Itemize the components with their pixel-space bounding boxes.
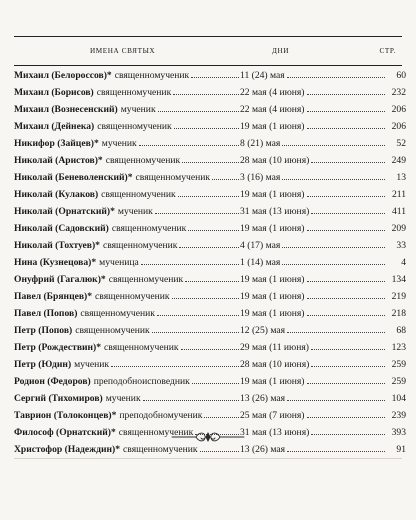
commemoration-days: 19 мая (1 июня) [240, 376, 305, 387]
commemoration-days: 19 мая (1 июня) [240, 308, 305, 319]
leader-dots [192, 383, 239, 384]
leader-dots [143, 400, 239, 401]
saint-rank: мученица [99, 257, 139, 268]
saint-rank: мученик [74, 359, 110, 370]
leader-dots [185, 281, 239, 282]
page-number: 209 [391, 223, 406, 234]
saint-name: Николай (Аристов)* [14, 155, 103, 166]
days-cell [240, 342, 386, 353]
saint-name: Николай (Беневоленский)* [14, 172, 133, 183]
faint-divider-line [14, 458, 402, 459]
name-cell [14, 325, 240, 336]
table-header [14, 36, 402, 66]
name-cell [14, 444, 240, 455]
leader-dots [311, 434, 385, 435]
commemoration-days: 19 мая (1 июня) [240, 274, 305, 285]
leader-dots [311, 349, 385, 350]
header-days: ДНИ [272, 47, 290, 55]
index-row [14, 257, 406, 274]
leader-dots [311, 213, 385, 214]
leader-dots [311, 162, 385, 163]
page-number: 91 [396, 444, 406, 455]
saint-name: Николай (Кулаков) [14, 189, 99, 200]
name-cell [14, 359, 240, 370]
saint-rank: священномученик [135, 172, 211, 183]
days-cell [240, 291, 386, 302]
name-cell [14, 223, 240, 234]
name-cell [14, 121, 240, 132]
leader-dots [307, 196, 385, 197]
days-cell [240, 104, 386, 115]
days-cell [240, 87, 386, 98]
commemoration-days: 1 (14) мая [240, 257, 281, 268]
page-number: 60 [396, 70, 406, 81]
page-number: 219 [391, 291, 406, 302]
page-number: 211 [391, 189, 406, 200]
saint-name: Николай (Орнатский)* [14, 206, 115, 217]
page-number: 239 [391, 410, 406, 421]
days-cell [240, 155, 386, 166]
leader-dots [307, 128, 385, 129]
saint-name: Философ (Орнатский)* [14, 427, 116, 438]
saint-name: Михаил (Дейнека) [14, 121, 95, 132]
index-row [14, 274, 406, 291]
name-cell [14, 342, 240, 353]
commemoration-days: 31 мая (13 июня) [240, 206, 310, 217]
page-number: 104 [391, 393, 406, 404]
name-cell [14, 274, 240, 285]
index-row [14, 121, 406, 138]
page-number: 393 [391, 427, 406, 438]
leader-dots [307, 111, 385, 112]
leader-dots [141, 264, 239, 265]
days-cell [240, 257, 386, 268]
saint-rank: священномученик [114, 70, 190, 81]
saint-rank: священномученик [108, 274, 184, 285]
saint-name: Николай (Садовский) [14, 223, 109, 234]
days-cell [240, 172, 386, 183]
saint-rank: мученик [120, 104, 156, 115]
leader-dots [181, 349, 239, 350]
page-number: 218 [391, 308, 406, 319]
leader-dots [191, 77, 239, 78]
commemoration-days: 19 мая (1 июня) [240, 223, 305, 234]
saint-name: Михаил (Белороссов)* [14, 70, 112, 81]
saint-name: Петр (Юдин) [14, 359, 72, 370]
leader-dots [287, 77, 385, 78]
commemoration-days: 25 мая (7 июня) [240, 410, 305, 421]
commemoration-days: 8 (21) мая [240, 138, 281, 149]
index-row [14, 325, 406, 342]
leader-dots [282, 264, 385, 265]
days-cell [240, 393, 386, 404]
name-cell [14, 240, 240, 251]
index-row [14, 206, 406, 223]
leader-dots [182, 162, 239, 163]
scroll-flourish-ornament-icon [170, 430, 246, 444]
index-row [14, 376, 406, 393]
leader-dots [200, 451, 239, 452]
page-number: 123 [391, 342, 406, 353]
name-cell [14, 393, 240, 404]
saint-name: Петр (Рождествин)* [14, 342, 102, 353]
leader-dots [307, 230, 385, 231]
saint-name: Михаил (Вознесенский) [14, 104, 118, 115]
saint-rank: священномученик [101, 189, 176, 200]
days-cell [240, 359, 386, 370]
leader-dots [307, 298, 385, 299]
days-cell [240, 70, 386, 81]
leader-dots [307, 94, 385, 95]
index-row [14, 70, 406, 87]
commemoration-days: 28 мая (10 июня) [240, 359, 310, 370]
page-number: 259 [391, 376, 406, 387]
saint-name: Михаил (Борисов) [14, 87, 94, 98]
name-cell [14, 291, 240, 302]
name-cell [14, 308, 240, 319]
leader-dots [111, 366, 239, 367]
name-cell [14, 138, 240, 149]
page-number: 33 [396, 240, 406, 251]
name-cell [14, 410, 240, 421]
leader-dots [157, 315, 239, 316]
leader-dots [287, 400, 385, 401]
leader-dots [178, 196, 239, 197]
commemoration-days: 22 мая (4 июня) [240, 87, 305, 98]
page-number: 134 [391, 274, 406, 285]
commemoration-days: 12 (25) мая [240, 325, 286, 336]
header-page: СТР. [379, 47, 396, 55]
days-cell [240, 444, 386, 455]
index-row [14, 291, 406, 308]
days-cell [240, 274, 386, 285]
index-row [14, 104, 406, 121]
header-names-of-saints: ИМЕНА СВЯТЫХ [90, 47, 156, 55]
index-row [14, 138, 406, 155]
commemoration-days: 29 мая (11 июня) [240, 342, 309, 353]
commemoration-days: 31 мая (13 июня) [240, 427, 310, 438]
page-number: 411 [391, 206, 406, 217]
saint-rank: мученик [117, 206, 153, 217]
leader-dots [311, 366, 385, 367]
page-number: 249 [391, 155, 406, 166]
leader-dots [173, 94, 239, 95]
saint-rank: священномученик [95, 291, 170, 302]
name-cell [14, 70, 240, 81]
leader-dots [307, 281, 385, 282]
days-cell [240, 410, 386, 421]
index-row [14, 410, 406, 427]
leader-dots [307, 383, 385, 384]
saint-rank: священномученик [123, 444, 198, 455]
saint-rank: священномученик [104, 342, 179, 353]
index-row [14, 359, 406, 376]
name-cell [14, 376, 240, 387]
days-cell [240, 121, 386, 132]
name-cell [14, 87, 240, 98]
leader-dots [307, 417, 385, 418]
name-cell [14, 104, 240, 115]
page-number: 232 [391, 87, 406, 98]
leader-dots [307, 315, 385, 316]
saint-name: Павел (Попов) [14, 308, 78, 319]
commemoration-days: 19 мая (1 июня) [240, 121, 305, 132]
saint-name: Николай (Тохтуев)* [14, 240, 100, 251]
leader-dots [152, 332, 239, 333]
days-cell [240, 189, 386, 200]
saint-name: Таврион (Толоконцев)* [14, 410, 117, 421]
leader-dots [155, 213, 239, 214]
saint-rank: священномученик [97, 121, 172, 132]
days-cell [240, 308, 386, 319]
name-cell [14, 257, 240, 268]
saint-rank: мученик [105, 393, 141, 404]
leader-dots [282, 145, 385, 146]
commemoration-days: 13 (26) мая [240, 444, 286, 455]
name-cell [14, 189, 240, 200]
days-cell [240, 325, 386, 336]
commemoration-days: 13 (26) мая [240, 393, 286, 404]
saint-name: Онуфрий (Гагалюк)* [14, 274, 106, 285]
leader-dots [282, 247, 385, 248]
commemoration-days: 22 мая (4 июня) [240, 104, 305, 115]
page-number: 206 [391, 104, 406, 115]
leader-dots [174, 128, 239, 129]
leader-dots [139, 145, 239, 146]
index-row [14, 172, 406, 189]
commemoration-days: 28 мая (10 июня) [240, 155, 310, 166]
name-cell [14, 172, 240, 183]
saint-name: Нина (Кузнецова)* [14, 257, 97, 268]
index-row [14, 87, 406, 104]
saint-name: Сергий (Тихомиров) [14, 393, 103, 404]
days-cell [240, 240, 386, 251]
page-number: 13 [396, 172, 406, 183]
saint-rank: священномученик [111, 223, 187, 234]
commemoration-days: 3 (16) мая [240, 172, 281, 183]
saint-rank: священномученик [96, 87, 172, 98]
days-cell [240, 223, 386, 234]
leader-dots [179, 247, 239, 248]
index-row [14, 189, 406, 206]
page-number: 52 [396, 138, 406, 149]
index-row [14, 308, 406, 325]
leader-dots [212, 179, 239, 180]
leader-dots [172, 298, 239, 299]
saint-rank: священномученик [102, 240, 178, 251]
days-cell [240, 376, 386, 387]
page-number: 4 [401, 257, 406, 268]
leader-dots [287, 451, 385, 452]
saint-rank: преподобномученик [119, 410, 203, 421]
leader-dots [188, 230, 239, 231]
commemoration-days: 4 (17) мая [240, 240, 281, 251]
saint-rank: преподобноисповедник [93, 376, 190, 387]
saint-name: Никифор (Зайцев)* [14, 138, 99, 149]
index-row [14, 342, 406, 359]
index-row [14, 223, 406, 240]
index-row [14, 155, 406, 172]
saint-name: Христофор (Надеждин)* [14, 444, 121, 455]
saint-rank: священномученик [80, 308, 155, 319]
leader-dots [204, 417, 239, 418]
page-number: 206 [391, 121, 406, 132]
days-cell [240, 138, 386, 149]
commemoration-days: 19 мая (1 июня) [240, 189, 305, 200]
saint-name: Родион (Федоров) [14, 376, 91, 387]
saint-rank: священномученик [105, 155, 181, 166]
leader-dots [158, 111, 239, 112]
name-cell [14, 155, 240, 166]
commemoration-days: 19 мая (1 июня) [240, 291, 305, 302]
days-cell [240, 206, 386, 217]
commemoration-days: 11 (24) мая [240, 70, 285, 81]
saint-name: Петр (Попов) [14, 325, 73, 336]
leader-dots [287, 332, 385, 333]
index-row [14, 240, 406, 257]
name-cell [14, 206, 240, 217]
saint-rank: священномученик [118, 427, 194, 438]
page-number: 259 [391, 359, 406, 370]
page-number: 68 [396, 325, 406, 336]
saints-index-list [14, 70, 406, 461]
saint-rank: мученик [101, 138, 137, 149]
saint-name: Павел (Брянцев)* [14, 291, 93, 302]
leader-dots [282, 179, 385, 180]
index-row [14, 393, 406, 410]
days-cell [240, 427, 386, 438]
saint-rank: священномученик [75, 325, 150, 336]
